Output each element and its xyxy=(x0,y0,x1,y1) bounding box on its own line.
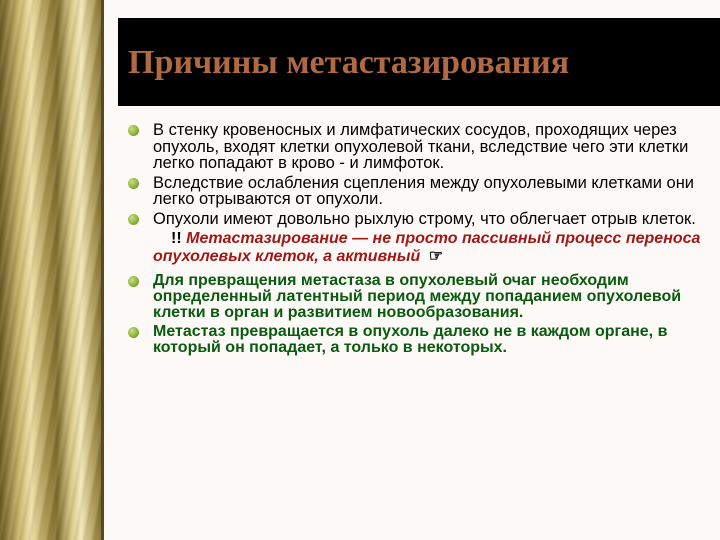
bullet-icon xyxy=(128,214,139,225)
note-highlight xyxy=(153,230,708,266)
note-text: Метастазирование — не просто пассивный процесс переноса опухолевых клеток, а активный xyxy=(153,230,701,265)
list-item-text: Для превращения метастаза в опухолевый очаг необходим определенный латентный период между попаданием опухолевой клетки в орган и развитием новообразования. xyxy=(153,272,682,321)
list-item xyxy=(128,273,708,321)
list-item xyxy=(128,122,708,172)
bullet-icon xyxy=(128,178,139,189)
list-item xyxy=(128,175,708,208)
decorative-gold-column xyxy=(0,0,104,540)
bullet-icon xyxy=(128,327,139,338)
list-item-text: Опухоли имеют довольно рыхлую строму, что облегчает отрыв клеток. xyxy=(153,209,696,228)
list-item-text: Метастаз превращается в опухоль далеко не в каждом органе, в который он попадает, а только в некоторых. xyxy=(153,323,668,356)
exclamation-mark: !! xyxy=(171,230,182,247)
slide-title: Причины метастазирования xyxy=(128,44,570,81)
list-item xyxy=(128,324,708,356)
bullet-icon xyxy=(128,125,139,136)
list-item-text: В стенку кровеносных и лимфатических сосудов, проходящих через опухоль, входят клетки опухолевой ткани, вследствие чего эти клетки легко попадают в крово - и лимфоток. xyxy=(153,121,689,172)
pointing-hand-icon: ☞ xyxy=(428,248,444,265)
list-item xyxy=(128,211,708,228)
list-item-text: Вследствие ослабления сцепления между опухолевыми клетками они легко отрываются от опухоли. xyxy=(153,173,695,208)
bullet-list xyxy=(128,122,708,359)
bullet-icon xyxy=(128,276,139,287)
